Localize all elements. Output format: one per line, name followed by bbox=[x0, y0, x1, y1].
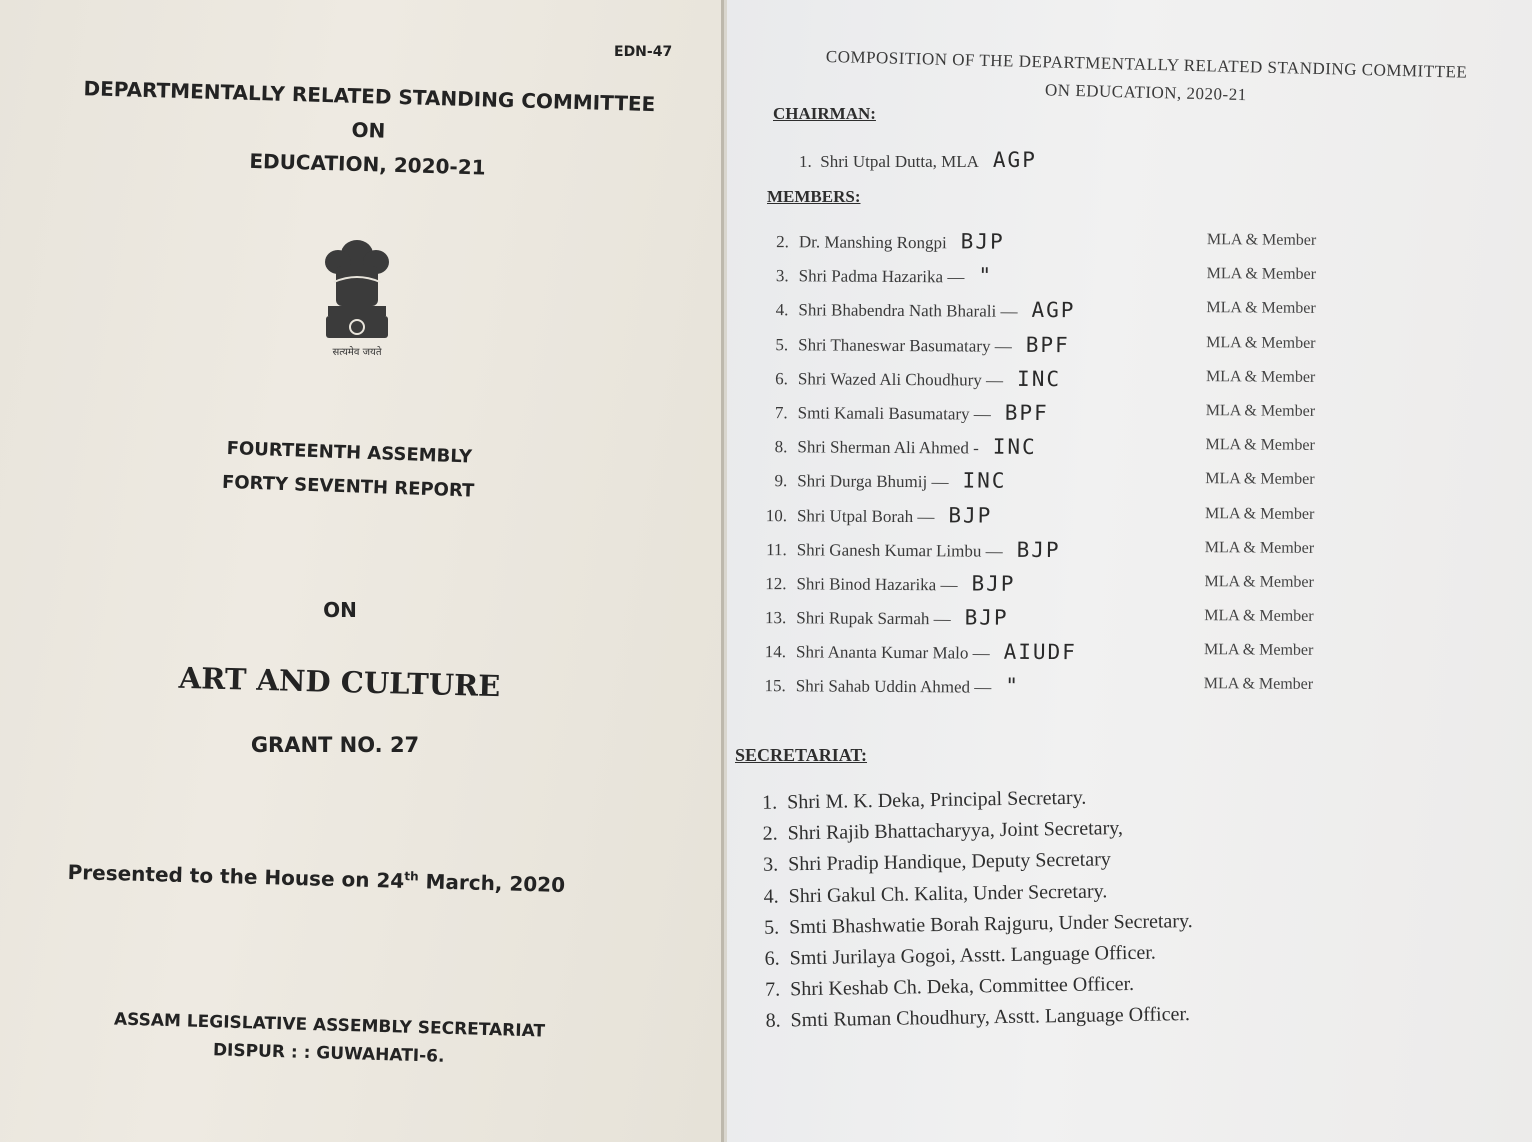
chairman-party: AGP bbox=[992, 148, 1037, 172]
member-role: MLA & Member bbox=[1205, 436, 1315, 455]
staff-num: 7. bbox=[764, 978, 781, 1001]
member-role: MLA & Member bbox=[1204, 607, 1314, 625]
staff-num: 8. bbox=[765, 1009, 781, 1033]
member-party: BJP bbox=[960, 229, 1005, 254]
secretariat-heading: SECRETARIAT: bbox=[735, 745, 868, 765]
member-party: INC bbox=[1017, 366, 1062, 391]
subject-title: ART AND CULTURE bbox=[178, 660, 501, 704]
member-role: MLA & Member bbox=[1204, 573, 1314, 591]
member-num: 2. bbox=[776, 232, 789, 252]
member-role: MLA & Member bbox=[1205, 367, 1316, 386]
member-role: MLA & Member bbox=[1206, 231, 1317, 249]
staff-entry: Shri M. K. Deka, Principal Secretary. bbox=[786, 786, 1087, 814]
list-item bbox=[754, 570, 1394, 609]
list-item bbox=[754, 604, 1394, 643]
member-num: 10. bbox=[765, 505, 788, 525]
staff-num: 6. bbox=[764, 947, 780, 970]
presented-prefix: Presented to the House on 24 bbox=[67, 860, 405, 893]
composition-title-line: ON EDUCATION, 2020-21 bbox=[1044, 80, 1247, 105]
member-num: 15. bbox=[764, 676, 786, 696]
member-role: MLA & Member bbox=[1205, 470, 1315, 489]
list-item bbox=[756, 365, 1396, 404]
member-num: 5. bbox=[775, 334, 789, 354]
member-num: 13. bbox=[764, 608, 787, 628]
member-party: " bbox=[978, 263, 994, 288]
staff-entry: Shri Rajib Bhattacharyya, Joint Secretary, bbox=[787, 817, 1124, 845]
member-party: INC bbox=[962, 468, 1007, 494]
staff-num: 2. bbox=[762, 822, 778, 845]
list-item bbox=[757, 262, 1397, 301]
staff-entry: Shri Keshab Ch. Deka, Committee Officer. bbox=[789, 973, 1135, 1001]
member-num: 9. bbox=[774, 471, 788, 491]
member-name: Smti Kamali Basumatary — bbox=[797, 403, 991, 424]
member-name: Shri Binod Hazarika — bbox=[796, 574, 958, 595]
assembly-line: FOURTEENTH ASSEMBLY bbox=[226, 437, 473, 468]
member-num: 4. bbox=[775, 300, 789, 320]
staff-entry: Smti Jurilaya Gogoi, Asstt. Language Officer. bbox=[789, 941, 1156, 970]
members-heading: MEMBERS: bbox=[767, 187, 861, 206]
list-item bbox=[757, 228, 1397, 267]
staff-entry: Shri Gakul Ch. Kalita, Under Secretary. bbox=[788, 879, 1108, 907]
list-item bbox=[756, 399, 1396, 438]
member-num: 7. bbox=[774, 403, 788, 423]
member-party: AIUDF bbox=[1003, 639, 1077, 665]
member-name: Shri Ganesh Kumar Limbu — bbox=[796, 539, 1003, 561]
member-name: Shri Rupak Sarmah — bbox=[796, 608, 951, 629]
document-code: EDN-47 bbox=[614, 44, 673, 60]
presented-sup: th bbox=[404, 869, 419, 884]
publisher-address: DISPUR : : GUWAHATI-6. bbox=[212, 1040, 445, 1067]
list-item bbox=[755, 536, 1395, 575]
list-item bbox=[755, 433, 1395, 472]
member-party: BPF bbox=[1025, 332, 1070, 357]
member-party: INC bbox=[992, 434, 1037, 460]
member-num: 12. bbox=[765, 573, 787, 594]
staff-num: 3. bbox=[762, 853, 779, 877]
member-party: BJP bbox=[948, 502, 993, 528]
member-party: BJP bbox=[971, 571, 1016, 596]
publisher-block bbox=[58, 1004, 599, 1075]
committee-title bbox=[37, 70, 700, 190]
member-name: Shri Bhabendra Nath Bharali — bbox=[798, 300, 1018, 322]
member-name: Shri Ananta Kumar Malo — bbox=[795, 642, 990, 663]
member-role: MLA & Member bbox=[1206, 265, 1317, 284]
member-party: " bbox=[1005, 674, 1021, 699]
on-label: ON bbox=[323, 598, 357, 622]
member-role: MLA & Member bbox=[1204, 641, 1314, 660]
member-role: MLA & Member bbox=[1205, 402, 1316, 420]
member-num: 3. bbox=[775, 266, 789, 286]
member-name: Shri Wazed Ali Choudhury — bbox=[797, 369, 1004, 390]
member-role: MLA & Member bbox=[1203, 675, 1314, 694]
member-name: Shri Padma Hazarika — bbox=[798, 266, 965, 287]
chairman-heading: CHAIRMAN: bbox=[773, 104, 876, 123]
member-party: BJP bbox=[964, 605, 1009, 630]
members-list bbox=[754, 228, 1397, 711]
committee-title-line: DEPARTMENTALLY RELATED STANDING COMMITTEE bbox=[83, 76, 656, 117]
member-name: Shri Durga Bhumij — bbox=[797, 471, 949, 492]
list-item bbox=[755, 501, 1395, 540]
staff-entry: Smti Bhashwatie Borah Rajguru, Under Secretary. bbox=[788, 909, 1193, 939]
member-role: MLA & Member bbox=[1206, 333, 1316, 352]
list-item bbox=[754, 638, 1394, 677]
member-party: BJP bbox=[1016, 537, 1061, 562]
emblem-caption: सत्यमेव जयते bbox=[332, 347, 382, 358]
staff-entry: Smti Ruman Choudhury, Asstt. Language Officer. bbox=[790, 1003, 1191, 1032]
composition-title-line: COMPOSITION OF THE DEPARTMENTALLY RELATED STANDING COMMITTEE bbox=[825, 46, 1468, 82]
staff-num: 1. bbox=[761, 791, 778, 814]
member-name: Dr. Manshing Rongpi bbox=[798, 232, 947, 253]
member-name: Shri Sahab Uddin Ahmed — bbox=[795, 676, 992, 698]
member-num: 14. bbox=[764, 642, 787, 662]
composition-page bbox=[727, 0, 1532, 1142]
composition-title bbox=[786, 42, 1507, 116]
member-party: AGP bbox=[1031, 298, 1076, 323]
list-item bbox=[756, 296, 1396, 335]
committee-title-line: EDUCATION, 2020-21 bbox=[249, 148, 486, 180]
chairman-name: Shri Utpal Dutta, MLA bbox=[820, 152, 979, 171]
secretariat-list bbox=[747, 783, 1331, 1042]
presented-suffix: March, 2020 bbox=[418, 869, 566, 898]
member-num: 6. bbox=[775, 368, 789, 388]
grant-number: GRANT NO. 27 bbox=[250, 733, 420, 757]
list-item bbox=[755, 467, 1395, 506]
publisher-line: ASSAM LEGISLATIVE ASSEMBLY SECRETARIAT bbox=[113, 1009, 546, 1042]
cover-page bbox=[0, 0, 724, 1142]
member-num: 11. bbox=[766, 539, 787, 559]
national-emblem bbox=[312, 232, 402, 372]
assembly-report-block bbox=[168, 430, 530, 511]
report-line: FORTY SEVENTH REPORT bbox=[221, 471, 475, 502]
member-role: MLA & Member bbox=[1204, 538, 1315, 557]
member-party: BPF bbox=[1004, 400, 1049, 425]
member-num: 8. bbox=[774, 437, 788, 457]
chairman-num: 1. bbox=[799, 152, 812, 171]
presented-date bbox=[67, 860, 565, 897]
member-name: Shri Utpal Borah — bbox=[796, 505, 935, 526]
staff-num: 5. bbox=[763, 916, 780, 939]
staff-num: 4. bbox=[763, 885, 779, 908]
member-name: Shri Sherman Ali Ahmed - bbox=[797, 437, 979, 458]
chairman-row bbox=[799, 148, 1037, 172]
committee-title-line: ON bbox=[351, 117, 386, 143]
member-role: MLA & Member bbox=[1206, 299, 1316, 318]
list-item bbox=[754, 672, 1394, 711]
staff-entry: Shri Pradip Handique, Deputy Secretary bbox=[787, 848, 1111, 876]
member-name: Shri Thaneswar Basumatary — bbox=[798, 334, 1012, 356]
list-item bbox=[756, 331, 1396, 370]
member-role: MLA & Member bbox=[1204, 504, 1315, 523]
